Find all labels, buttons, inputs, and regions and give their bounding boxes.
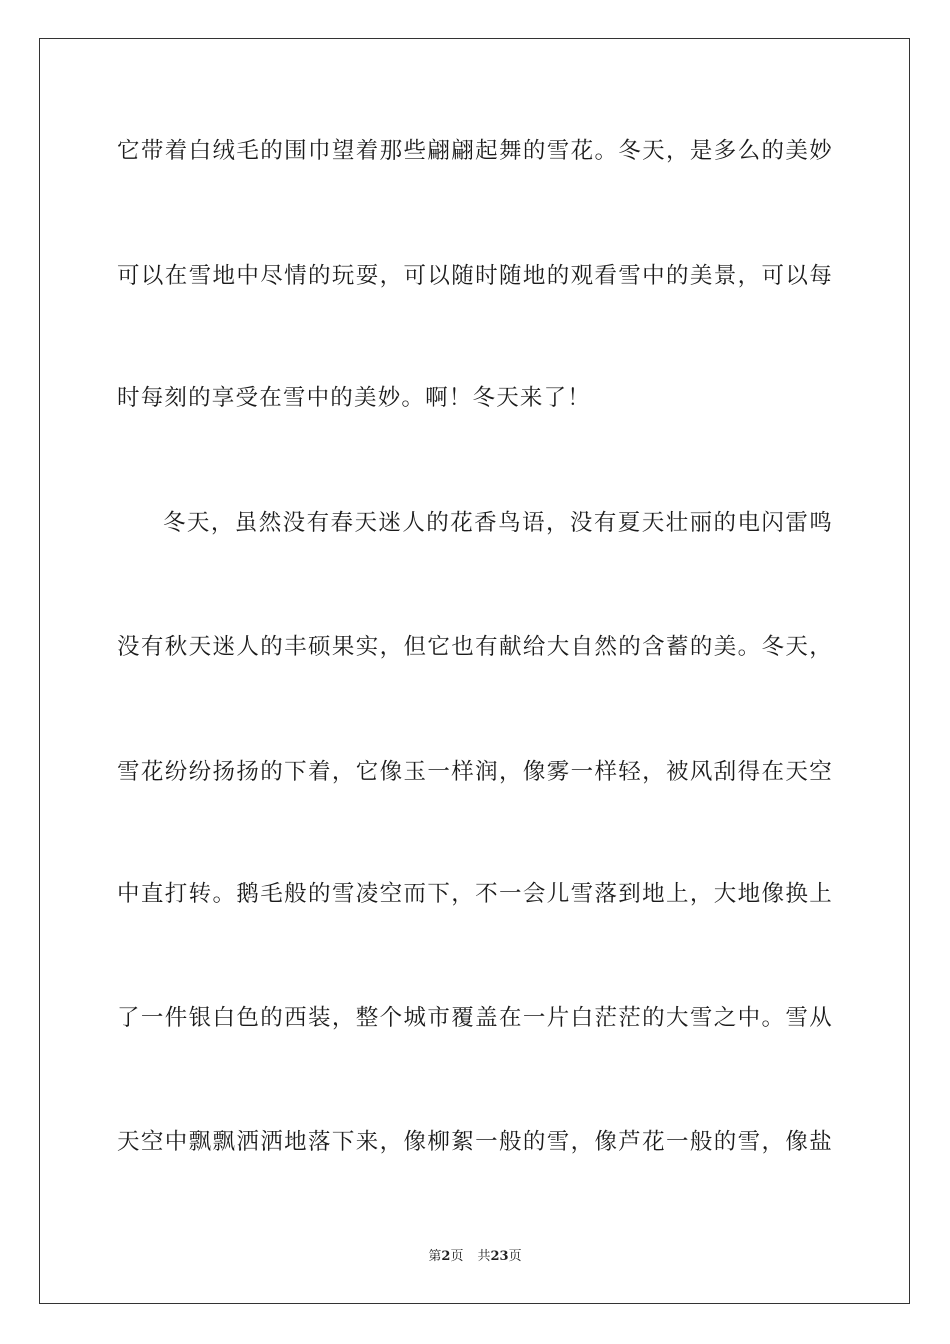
page-border	[39, 38, 910, 1304]
paragraph-line: 没有秋天迷人的丰硕果实，但它也有献给大自然的含蓄的美。冬天，	[117, 634, 833, 660]
total-suffix: 页	[508, 1249, 522, 1264]
paragraph-line: 时每刻的享受在雪中的美妙。啊！冬天来了！	[117, 385, 592, 411]
total-pages-number: 23	[490, 1249, 509, 1264]
paragraph-line: 天空中飘飘洒洒地落下来，像柳絮一般的雪，像芦花一般的雪，像盐	[117, 1129, 833, 1155]
page-footer	[0, 1248, 950, 1266]
paragraph-line: 了一件银白色的西装，整个城市覆盖在一片白茫茫的大雪之中。雪从	[117, 1005, 833, 1031]
paragraph-line: 雪花纷纷扬扬的下着，它像玉一样润，像雾一样轻，被风刮得在天空	[117, 759, 833, 785]
page-prefix: 第	[428, 1249, 442, 1264]
paragraph-line: 它带着白绒毛的围巾望着那些翩翩起舞的雪花。冬天，是多么的美妙	[117, 138, 833, 164]
paragraph-line: 冬天，虽然没有春天迷人的花香鸟语，没有夏天壮丽的电闪雷鸣	[163, 510, 833, 536]
page-suffix: 页	[450, 1249, 464, 1264]
paragraph-line: 中直打转。鹅毛般的雪凌空而下，不一会儿雪落到地上，大地像换上	[117, 881, 833, 907]
current-page-number: 2	[441, 1249, 451, 1264]
total-prefix: 共	[477, 1249, 491, 1264]
paragraph-line: 可以在雪地中尽情的玩耍，可以随时随地的观看雪中的美景，可以每	[117, 263, 833, 289]
